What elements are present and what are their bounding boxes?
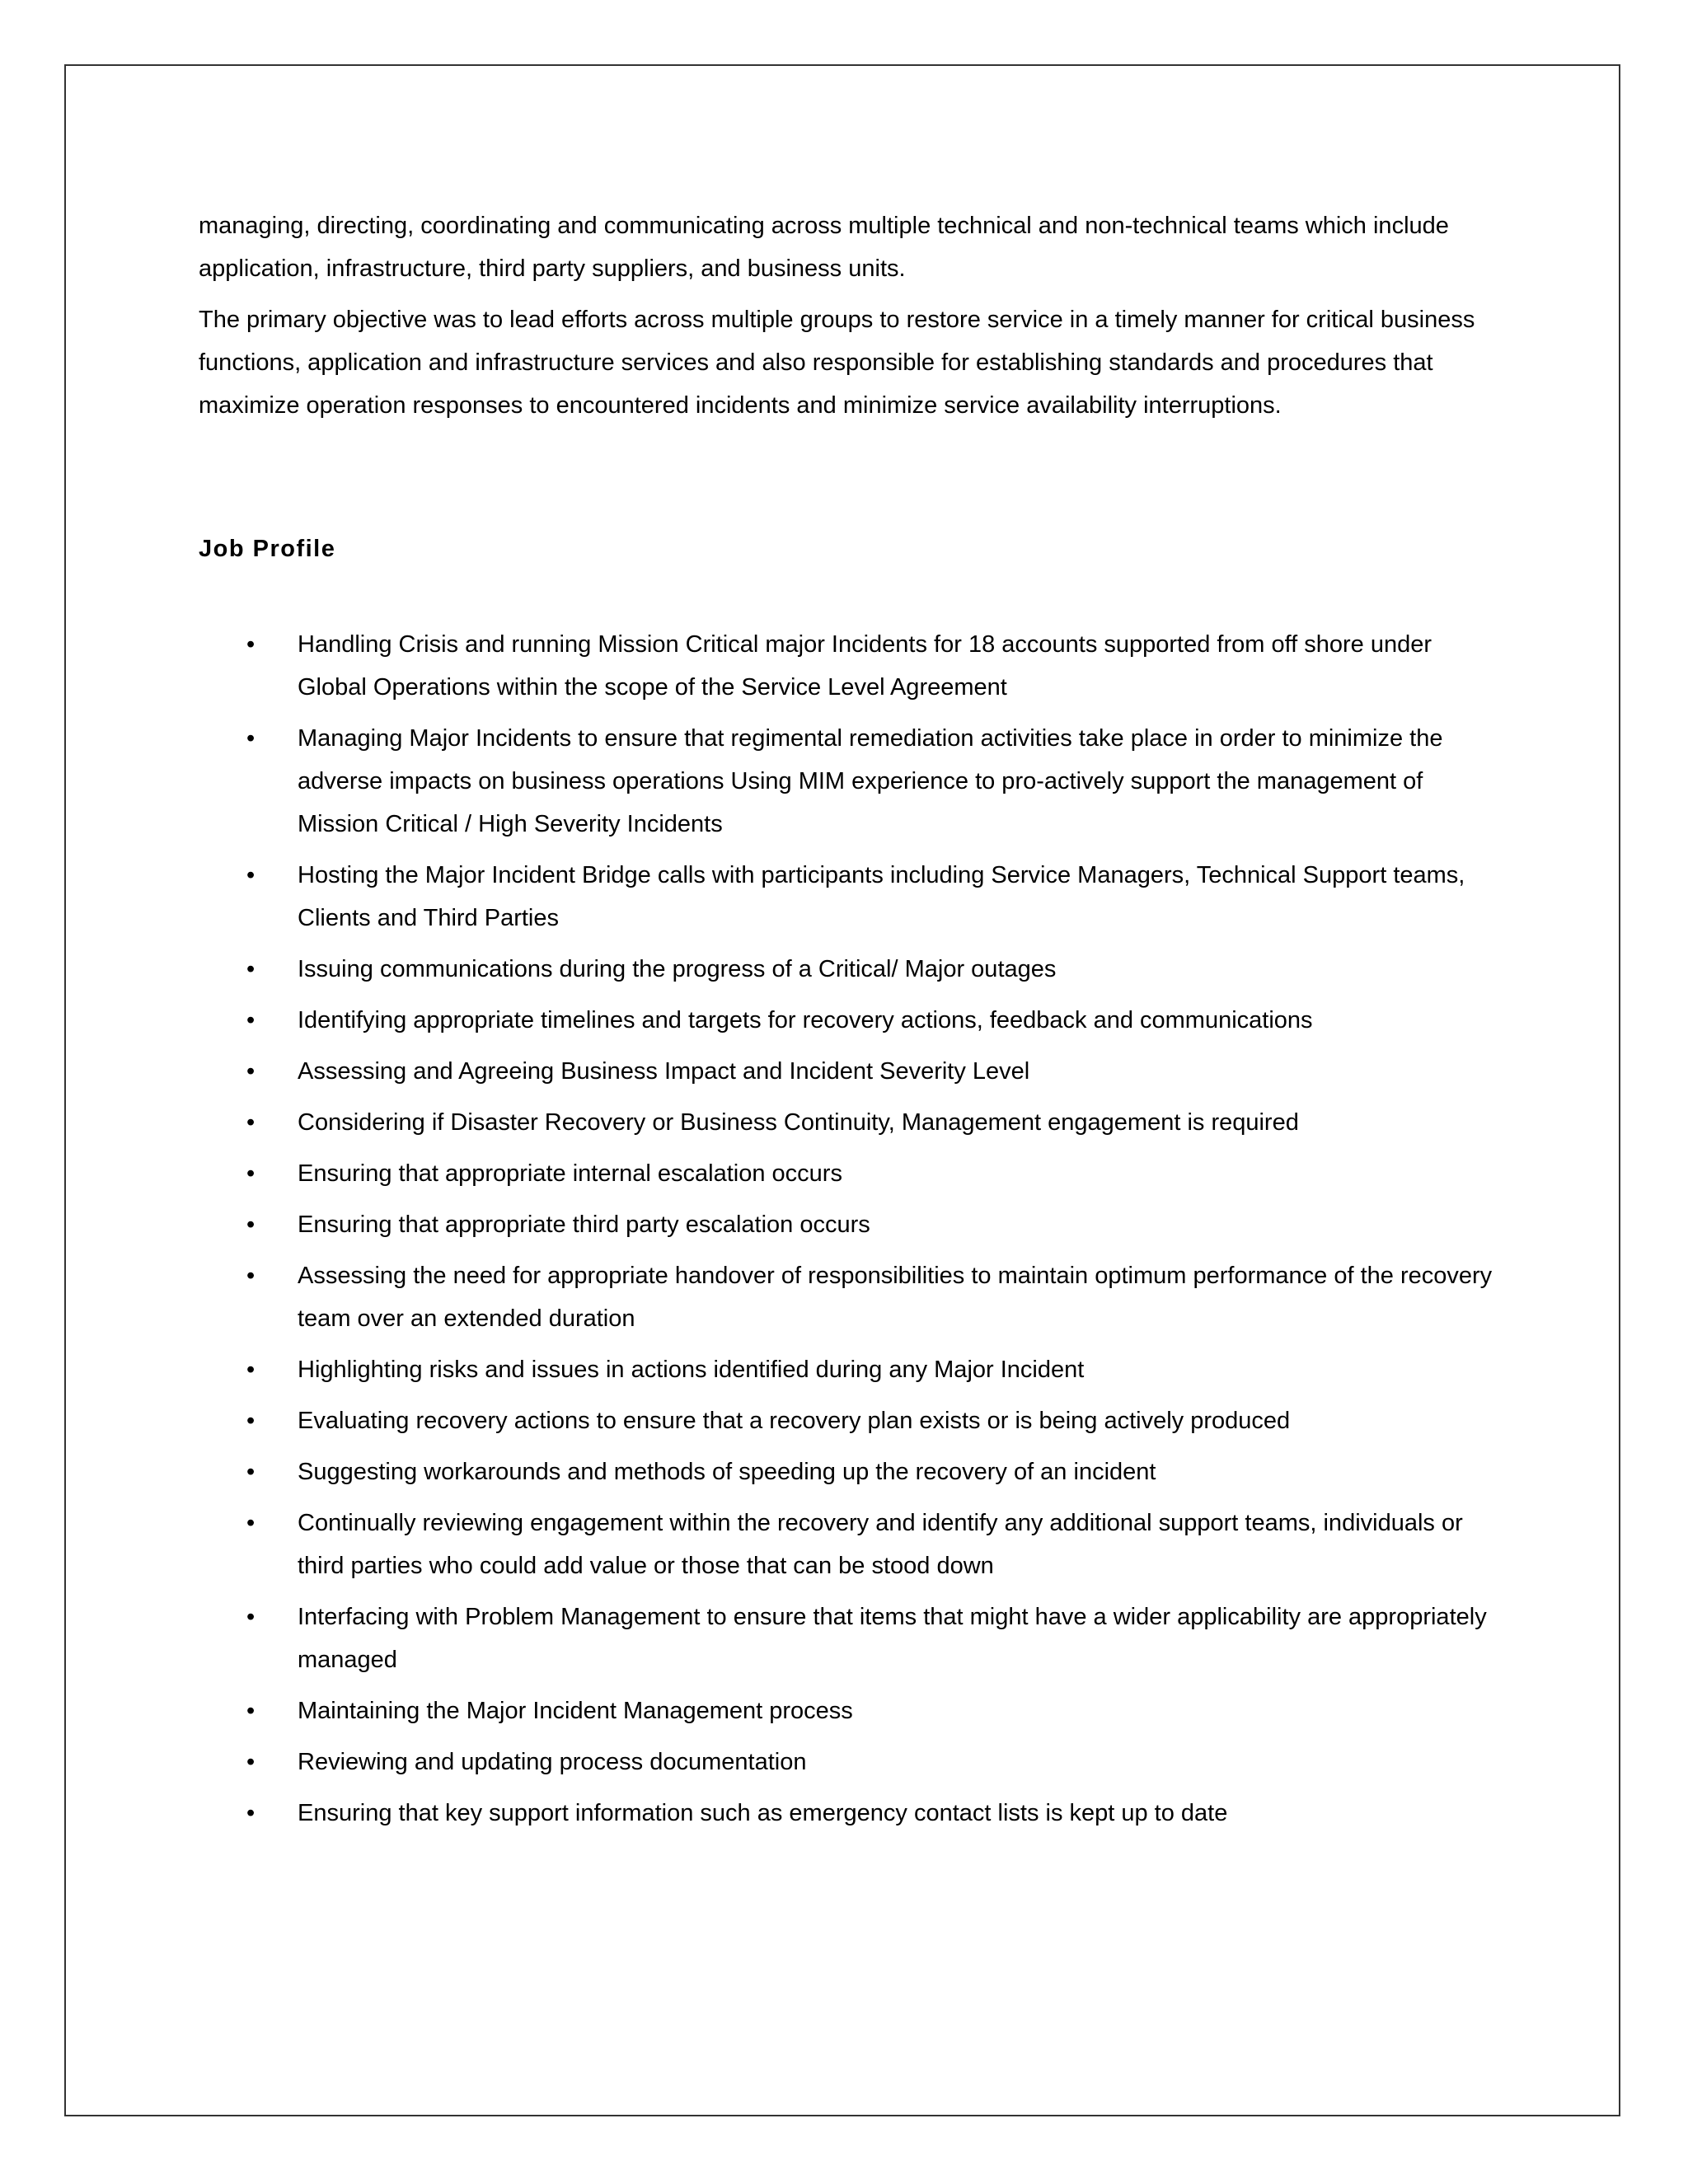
list-item-text: Identifying appropriate timelines and targets for recovery actions, feedback and communications <box>298 1007 1313 1033</box>
bullet-icon: • <box>246 725 256 752</box>
bullet-icon: • <box>246 1212 256 1238</box>
bullet-icon: • <box>246 1408 256 1434</box>
list-item <box>199 854 1501 940</box>
list-item-text: Interfacing with Problem Management to ensure that items that might have a wider applicability are appropriately managed <box>298 1604 1487 1673</box>
list-item <box>199 1203 1501 1246</box>
bullet-icon: • <box>246 1510 256 1536</box>
bullet-icon: • <box>246 1007 256 1033</box>
list-item <box>199 948 1501 991</box>
section-heading-job-profile: Job Profile <box>199 536 336 562</box>
list-item <box>199 623 1501 709</box>
list-item <box>199 1451 1501 1493</box>
list-item <box>199 1690 1501 1732</box>
bullet-icon: • <box>246 631 256 658</box>
list-item-text: Highlighting risks and issues in actions identified during any Major Incident <box>298 1357 1085 1383</box>
bullet-icon: • <box>246 1109 256 1136</box>
job-profile-list <box>199 623 1501 1835</box>
list-item <box>199 1792 1501 1835</box>
bullet-icon: • <box>246 1160 256 1187</box>
objective-paragraph: The primary objective was to lead efforts across multiple groups to restore service in a timely manner for critical business functions, application and infrastructure services and also responsible for establishing standards and procedures that maximize operation responses to encountered incidents and minimize service availability interruptions. <box>199 307 1475 419</box>
list-item <box>199 999 1501 1042</box>
list-item <box>199 1399 1501 1442</box>
list-item <box>199 1502 1501 1587</box>
list-item <box>199 1348 1501 1391</box>
bullet-icon: • <box>246 1800 256 1826</box>
list-item <box>199 1152 1501 1195</box>
list-item-text: Assessing the need for appropriate handover of responsibilities to maintain optimum performance of the recovery team over an extended duration <box>298 1263 1493 1332</box>
bullet-icon: • <box>246 862 256 888</box>
list-item <box>199 1596 1501 1681</box>
list-item <box>199 1254 1501 1340</box>
bullet-icon: • <box>246 1604 256 1630</box>
list-item-text: Ensuring that appropriate third party escalation occurs <box>298 1212 870 1238</box>
list-item-text: Ensuring that appropriate internal escalation occurs <box>298 1160 842 1187</box>
bullet-icon: • <box>246 1749 256 1775</box>
list-item <box>199 1050 1501 1093</box>
list-item-text: Reviewing and updating process documentation <box>298 1749 807 1775</box>
list-item-text: Considering if Disaster Recovery or Business Continuity, Management engagement is required <box>298 1109 1299 1136</box>
list-item-text: Evaluating recovery actions to ensure that a recovery plan exists or is being actively produced <box>298 1408 1291 1434</box>
bullet-icon: • <box>246 1698 256 1724</box>
list-item-text: Managing Major Incidents to ensure that regimental remediation activities take place in order to minimize the adverse impacts on business operations Using MIM experience to pro-actively support the management of Mission Critical / High Severity Incidents <box>298 725 1443 837</box>
list-item <box>199 1741 1501 1783</box>
list-item-text: Issuing communications during the progress of a Critical/ Major outages <box>298 956 1057 982</box>
list-item-text: Maintaining the Major Incident Management process <box>298 1698 853 1724</box>
list-item-text: Hosting the Major Incident Bridge calls with participants including Service Managers, Technical Support teams, Clients and Third Parties <box>298 862 1465 931</box>
document-body <box>199 204 1501 1843</box>
list-item-text: Ensuring that key support information such as emergency contact lists is kept up to date <box>298 1800 1228 1826</box>
list-item <box>199 717 1501 846</box>
intro-paragraph: managing, directing, coordinating and communicating across multiple technical and non-technical teams which include application, infrastructure, third party suppliers, and business units. <box>199 213 1449 282</box>
list-item <box>199 1101 1501 1144</box>
bullet-icon: • <box>246 1058 256 1085</box>
bullet-icon: • <box>246 956 256 982</box>
bullet-icon: • <box>246 1263 256 1289</box>
bullet-icon: • <box>246 1357 256 1383</box>
list-item-text: Suggesting workarounds and methods of speeding up the recovery of an incident <box>298 1459 1156 1485</box>
list-item-text: Continually reviewing engagement within the recovery and identify any additional support teams, individuals or third parties who could add value or those that can be stood down <box>298 1510 1463 1579</box>
list-item-text: Handling Crisis and running Mission Critical major Incidents for 18 accounts supported from off shore under Global Operations within the scope of the Service Level Agreement <box>298 631 1432 701</box>
bullet-icon: • <box>246 1459 256 1485</box>
list-item-text: Assessing and Agreeing Business Impact and Incident Severity Level <box>298 1058 1030 1085</box>
